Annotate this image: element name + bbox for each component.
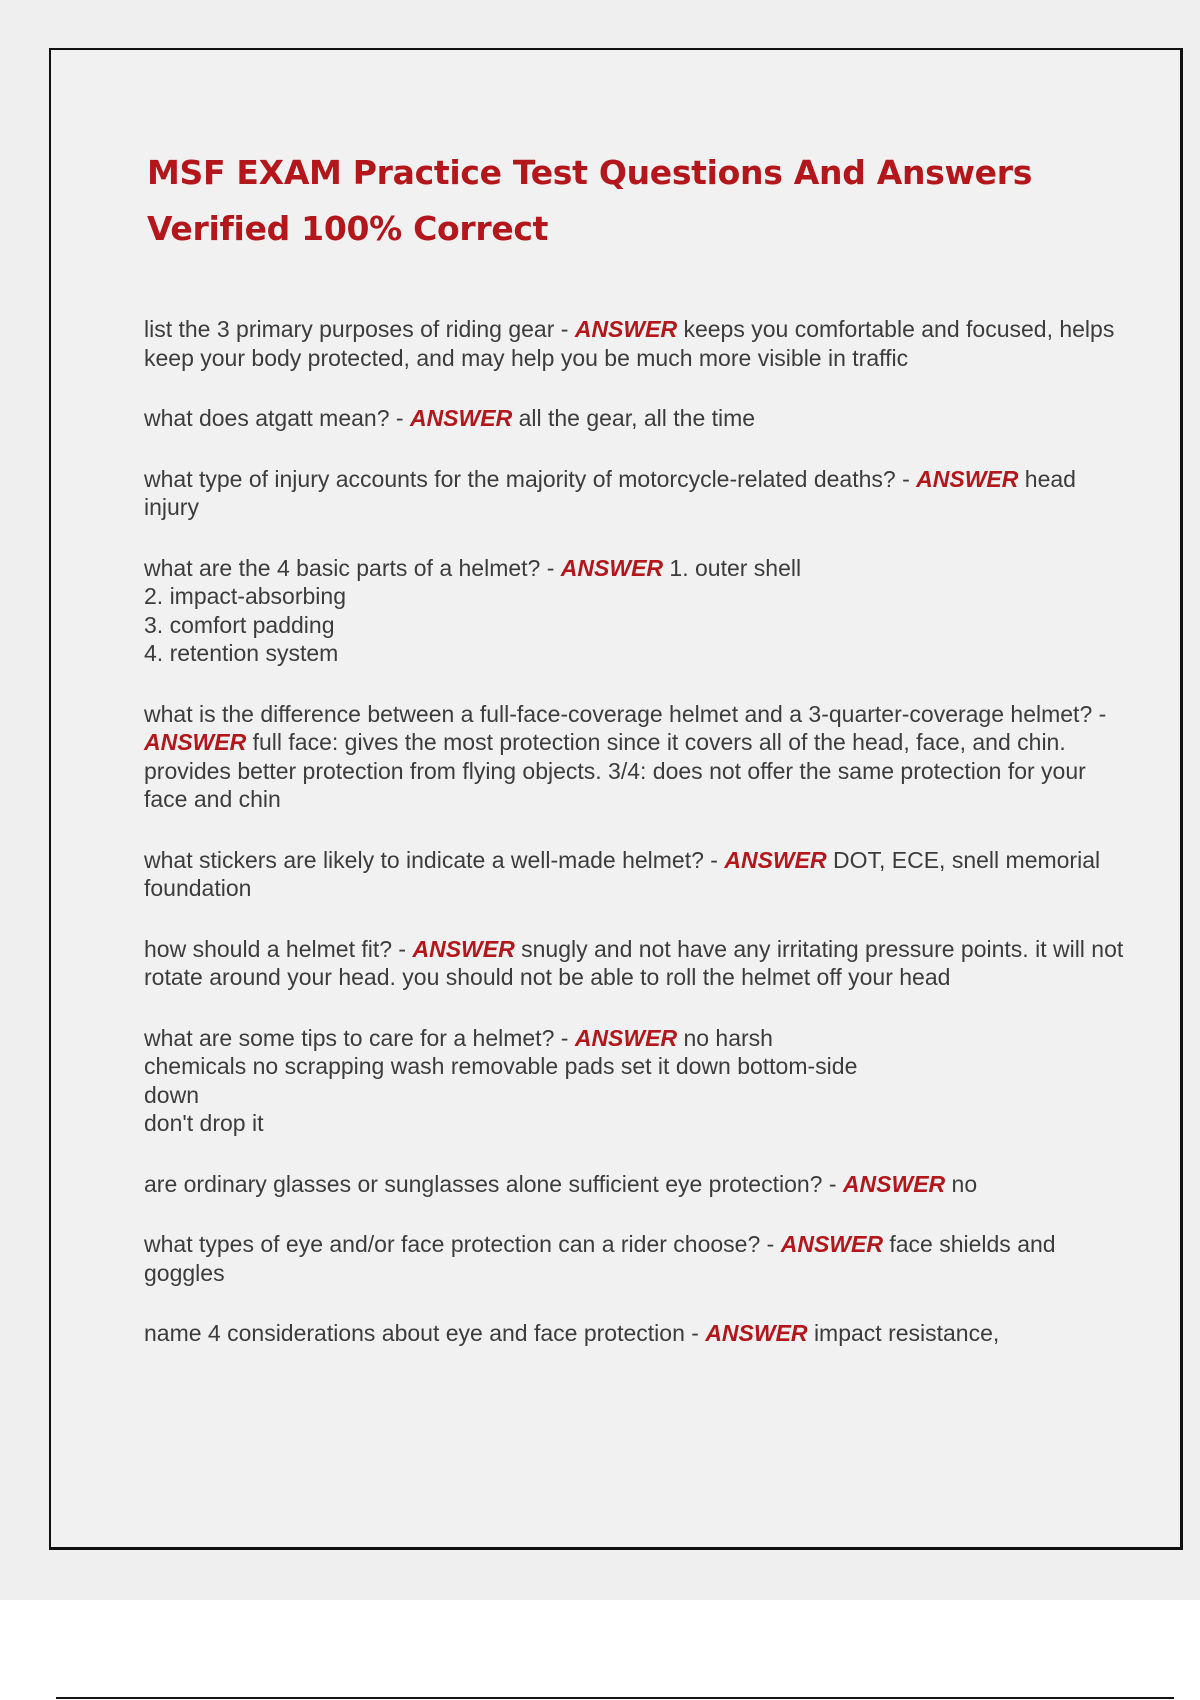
qa-item [144, 1230, 1134, 1287]
qa-item [144, 1024, 1134, 1138]
separator: - [703, 846, 725, 873]
answer-label: ANSWER [842, 1170, 946, 1197]
separator: - [554, 316, 575, 342]
answer-text: no [951, 1170, 978, 1197]
answer-text: all the gear, all the time [518, 405, 756, 431]
title-line-2: Verified 100% Correct [147, 209, 549, 248]
qa-item [144, 1319, 1134, 1348]
answer-text: DOT, ECE, snell memorial foundation [144, 846, 1101, 901]
separator: - [392, 935, 413, 962]
qa-item [144, 315, 1134, 372]
answer-line: don't drop it [144, 1110, 264, 1136]
question-text: what are the 4 basic parts of a helmet? [144, 554, 541, 581]
separator: - [760, 1231, 781, 1257]
qa-item [144, 404, 1134, 433]
footer-divider [56, 1697, 1174, 1699]
separator: - [895, 465, 917, 492]
separator: - [554, 1024, 575, 1051]
answer-line: 4. retention system [144, 640, 339, 666]
answer-line: 3. comfort padding [144, 611, 335, 638]
question-text: what type of injury accounts for the majority of motorcycle-related deaths? [144, 465, 896, 492]
page-title [147, 145, 1107, 257]
title-line-1: MSF EXAM Practice Test Questions And Answers [147, 153, 1033, 192]
answer-text: face shields and goggles [144, 1231, 1056, 1286]
answer-label: ANSWER [916, 465, 1019, 492]
qa-item [144, 846, 1134, 903]
question-text: what does atgatt mean? [144, 405, 390, 431]
answer-text: keeps you comfortable and focused, helps keep your body protected, and may help you be much more visible in traffic [144, 316, 1115, 371]
answer-line: 2. impact-absorbing [144, 583, 346, 609]
qa-item [144, 935, 1134, 992]
question-text: how should a helmet fit? [144, 935, 393, 962]
question-text: what are some tips to care for a helmet? [144, 1024, 555, 1051]
answer-text: full face: gives the most protection since it covers all of the head, face, and chin. provides better protection from flying objects. 3/4: does not offer the same protection for your face and chin [144, 729, 1086, 812]
qa-item [144, 465, 1134, 522]
question-text: are ordinary glasses or sunglasses alone sufficient eye protection? [144, 1170, 823, 1197]
answer-text: head injury [144, 465, 1076, 520]
question-text: what is the difference between a full-face-coverage helmet and a 3-quarter-coverage helmet? [144, 700, 1093, 727]
separator: - [1092, 700, 1107, 727]
answer-label: ANSWER [724, 846, 827, 873]
separator: - [540, 554, 561, 581]
question-text: what types of eye and/or face protection can a rider choose? [144, 1231, 761, 1257]
separator: - [389, 405, 410, 431]
answer-text: no harsh [683, 1024, 773, 1051]
answer-line: chemicals no scrapping wash removable pads set it down bottom-side [144, 1053, 858, 1079]
question-text: what stickers are likely to indicate a well-made helmet? [144, 846, 704, 873]
answer-label: ANSWER [409, 405, 513, 431]
answer-label: ANSWER [412, 935, 515, 962]
qa-list [144, 315, 1134, 1380]
answer-label: ANSWER [574, 316, 678, 342]
separator: - [822, 1170, 843, 1197]
answer-line: down [144, 1081, 199, 1108]
answer-label: ANSWER [780, 1231, 883, 1257]
answer-label: ANSWER [144, 729, 247, 755]
document-page [49, 48, 1183, 1550]
qa-item [144, 1170, 1134, 1199]
question-text: name 4 considerations about eye and face protection [144, 1320, 685, 1346]
question-text: list the 3 primary purposes of riding gear [144, 316, 555, 342]
qa-item [144, 554, 1134, 668]
separator: - [684, 1320, 706, 1346]
answer-label: ANSWER [560, 554, 664, 581]
answer-text: 1. outer shell [669, 554, 802, 581]
answer-text: snugly and not have any irritating pressure points. it will not rotate around your head. you should not be able to roll the helmet off your head [144, 935, 1124, 990]
answer-text: impact resistance, [813, 1320, 1000, 1346]
qa-item [144, 700, 1134, 814]
answer-label: ANSWER [574, 1024, 678, 1051]
answer-label: ANSWER [705, 1320, 808, 1346]
